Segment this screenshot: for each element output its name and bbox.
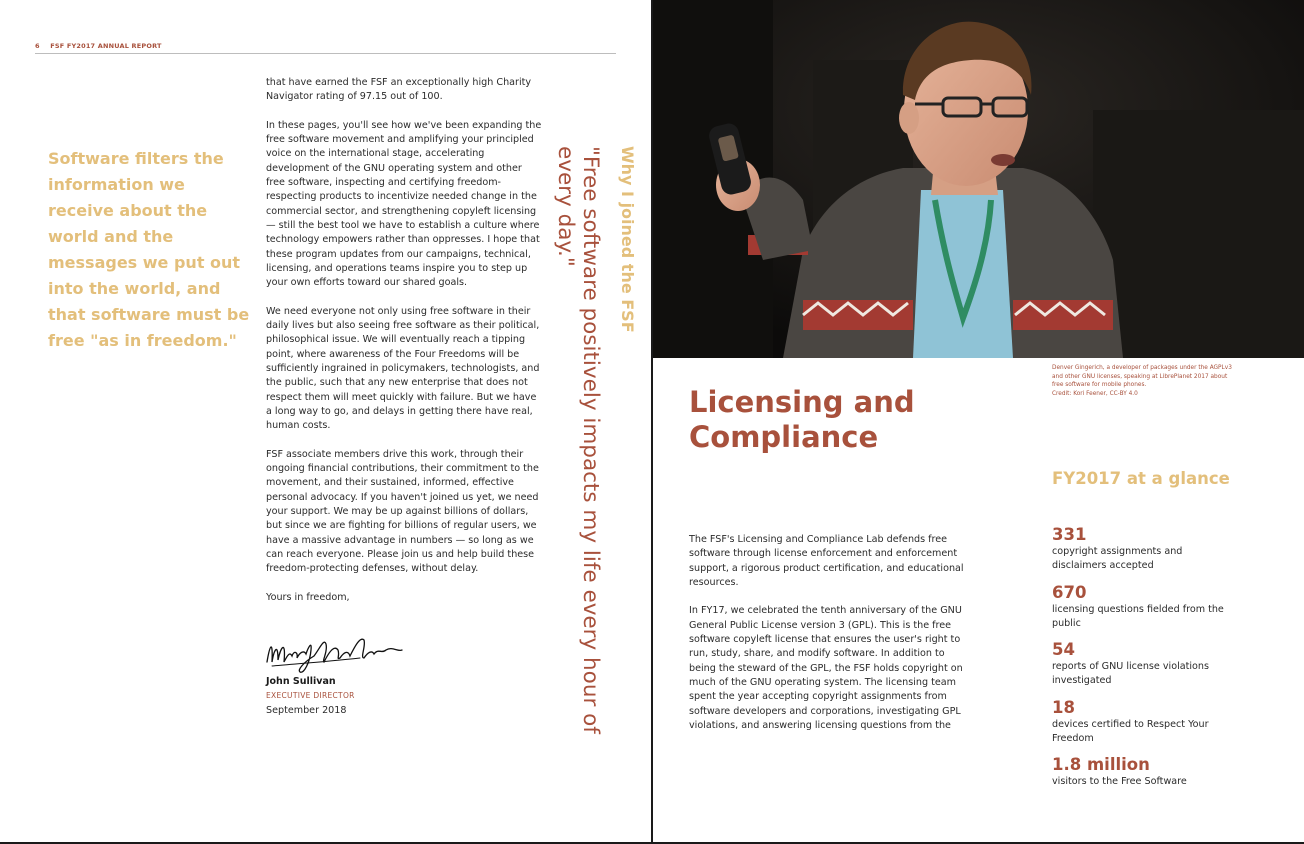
stat-number: 1.8 million: [1052, 755, 1150, 775]
letter-body: [266, 76, 542, 619]
stat-number: 670: [1052, 582, 1087, 602]
running-head-title: FSF FY2017 ANNUAL REPORT: [50, 42, 162, 50]
glance-heading: FY2017 at a glance: [1052, 469, 1230, 488]
caption-line: free software for mobile phones.: [1052, 382, 1147, 389]
stat-item: [1052, 525, 1227, 574]
body-paragraph: In these pages, you'll see how we've been expanding the free software movement and amplifying your principled voice on the international stage, accelerating development of the GNU operating system and other free software, inspecting and certifying freedom-respecting products to incentivize needed change in the commercial sector, and strengthening copyleft licensing — still the best tool we have to establish a culture where technology empowers rather than oppresses. I hope that these program updates from our campaigns, technical, licensing, and operations teams inspire you to step up your own efforts toward our shared goals.: [266, 119, 542, 289]
signer-name: John Sullivan: [266, 676, 336, 687]
photo-caption: [1052, 364, 1262, 398]
section-title: Licensing and Compliance: [689, 385, 915, 454]
stat-label: copyright assignments and disclaimers accepted: [1052, 546, 1183, 572]
caption-line: Denver Gingerich, a developer of packages under the AGPLv3: [1052, 365, 1232, 371]
stats-list: [1052, 525, 1227, 799]
stat-item: [1052, 755, 1227, 789]
signer-title: EXECUTIVE DIRECTOR: [266, 691, 355, 700]
letter-date: September 2018: [266, 705, 347, 716]
stat-item: [1052, 698, 1227, 747]
body-paragraph: We need everyone not only using free software in their daily lives but also seeing free software as their political, philosophical issue. We will eventually reach a tipping point, where awareness of the Four Freedoms will be sufficiently ingrained in policymakers, technologists, and the public, such that any new enterprise that does not respect them will meet quickly with failure. But we have a long way to go, and delays in getting there have real, human costs.: [266, 305, 540, 432]
body-paragraph: FSF associate members drive this work, through their ongoing financial contributions, their commitment to the movement, and their sustained, informed, effective personal advocacy. If you haven't joined us yet, we need your support. We may be up against billions of dollars, but since we are fighting for billions of regular users, we have a massive advantage in numbers — so long as we can reach everyone. Please join us and help build these freedom-protecting defenses, without delay.: [266, 448, 539, 575]
right-page: [653, 0, 1304, 844]
closing-line: Yours in freedom,: [266, 591, 350, 603]
left-page: [0, 0, 651, 844]
speaker-photo: [653, 0, 1304, 358]
caption-credit: Credit: Kori Feener, CC-BY 4.0: [1052, 390, 1138, 397]
stat-number: 54: [1052, 640, 1075, 660]
section-body: [689, 533, 965, 747]
body-paragraph: In FY17, we celebrated the tenth anniversary of the GNU General Public License version 3 (GPL). This is the free software copyleft license that ensures the user's right to run, study, share, and modify software. In addition to being the steward of the GPL, the FSF holds copyright on much of the GNU operating system. The licensing team spent the year accepting copyright assignments from software developers and corporations, investigating GPL violations, and answering licensing questions from the: [689, 605, 963, 731]
header-divider: [35, 53, 616, 54]
running-head: [35, 42, 162, 50]
stat-item: [1052, 640, 1227, 689]
stat-label: reports of GNU license violations investigated: [1052, 661, 1209, 687]
pull-quote: Software filters the information we receive about the world and the messages we put out into the world, and that software must be free "as in freedom.": [48, 149, 250, 350]
testimonial-heading: Why I joined the FSF: [618, 146, 637, 333]
stat-label: licensing questions fielded from the public: [1052, 603, 1224, 629]
stat-label: devices certified to Respect Your Freedom: [1052, 718, 1209, 745]
testimonial-quote: "Free software positively impacts my life every hour of every day.": [553, 146, 603, 734]
stat-number: 18: [1052, 697, 1075, 717]
vertical-testimonial: [553, 146, 637, 736]
body-paragraph: that have earned the FSF an exceptionally high Charity Navigator rating of 97.15 out of 100.: [266, 77, 532, 103]
stat-number: 331: [1052, 525, 1087, 544]
stat-label: visitors to the Free Software: [1052, 776, 1187, 788]
stat-item: [1052, 583, 1227, 632]
caption-line: and other GNU licenses, speaking at LibrePlanet 2017 about: [1052, 373, 1228, 380]
page-number: 6: [35, 42, 40, 50]
handwritten-signature: [264, 632, 404, 676]
body-paragraph: The FSF's Licensing and Compliance Lab defends free software through license enforcement and enforcement support, a rigorous product certification, and educational resources.: [689, 534, 964, 588]
